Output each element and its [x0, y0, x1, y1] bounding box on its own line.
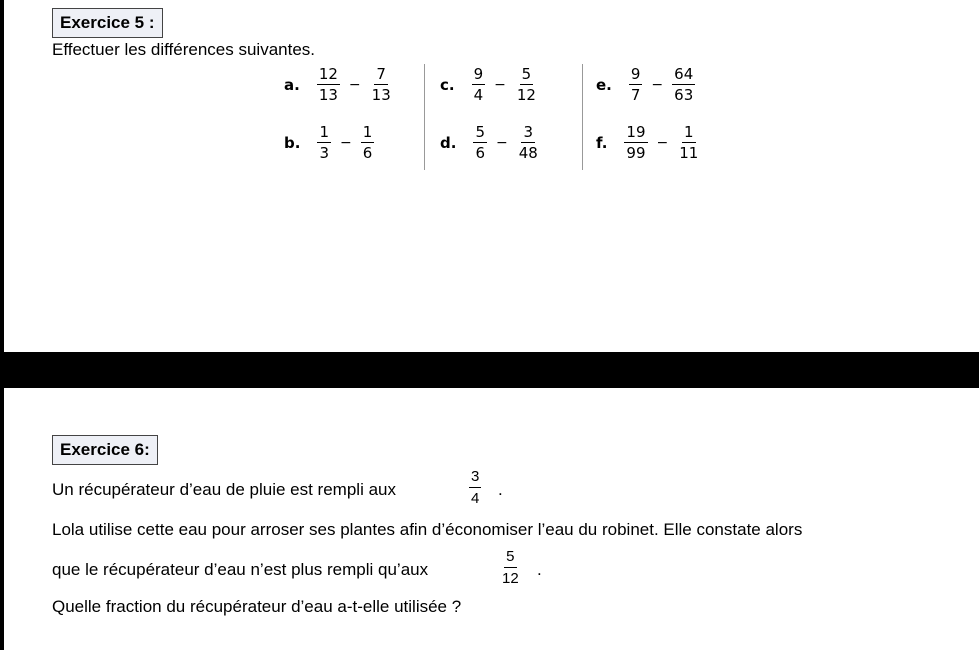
- numerator: 9: [630, 65, 641, 83]
- numerator: 12: [318, 65, 338, 83]
- denominator: 4: [473, 86, 484, 104]
- subtraction-item-f: [596, 124, 703, 161]
- numerator: 9: [473, 65, 484, 83]
- subtraction-item-d: [440, 124, 543, 161]
- denominator: 48: [518, 144, 538, 162]
- item-letter: c.: [440, 75, 455, 94]
- item-letter: f.: [596, 133, 608, 152]
- fraction: [515, 66, 538, 103]
- numerator: 7: [376, 65, 386, 83]
- numerator: 5: [521, 65, 532, 83]
- item-letter: a.: [284, 75, 300, 94]
- exercise-5-title: Exercice 5 :: [52, 8, 163, 38]
- numerator: 1: [684, 123, 694, 141]
- fraction: [370, 66, 393, 103]
- exercise-5-instruction: Effectuer les différences suivantes.: [52, 40, 316, 59]
- denominator: 12: [502, 570, 519, 587]
- minus-sign: −: [651, 76, 664, 93]
- fraction: [672, 66, 695, 103]
- period: .: [498, 480, 503, 499]
- column-divider: [424, 64, 425, 170]
- numerator: 3: [469, 468, 481, 488]
- denominator: 6: [362, 144, 373, 162]
- numerator: 3: [523, 123, 534, 141]
- denominator: 12: [516, 86, 536, 104]
- fraction: [517, 124, 540, 161]
- denominator: 13: [318, 86, 338, 104]
- numerator: 64: [674, 65, 694, 83]
- fraction: [473, 124, 487, 161]
- minus-sign: −: [348, 76, 361, 93]
- denominator: 13: [371, 86, 391, 104]
- minus-sign: −: [494, 76, 506, 93]
- fraction: [624, 124, 647, 161]
- numerator: 5: [504, 548, 516, 568]
- fraction: [629, 66, 643, 103]
- denominator: 4: [471, 490, 480, 507]
- denominator: 7: [630, 86, 641, 104]
- subtraction-item-a: [284, 66, 396, 103]
- fraction: [361, 124, 375, 161]
- numerator: 5: [475, 123, 485, 141]
- exercise-6-line-2: Lola utilise cette eau pour arroser ses plantes afin d’économiser l’eau du robinet. Elle constate alors: [52, 520, 803, 539]
- period: .: [537, 560, 542, 579]
- fraction: [472, 66, 486, 103]
- exercise-6-title: Exercice 6:: [52, 435, 158, 465]
- exercise-6-line-3: que le récupérateur d’eau n’est plus rempli qu’aux: [52, 560, 429, 579]
- fraction-three-quarters: [469, 468, 481, 507]
- subtraction-item-c: [440, 66, 541, 103]
- denominator: 6: [475, 144, 485, 162]
- minus-sign: −: [656, 134, 669, 151]
- numerator: 19: [626, 123, 646, 141]
- item-letter: e.: [596, 75, 612, 94]
- denominator: 99: [626, 144, 646, 162]
- page-exercice-6: [4, 388, 979, 650]
- numerator: 1: [362, 123, 373, 141]
- item-letter: d.: [440, 133, 457, 152]
- subtraction-item-b: [284, 124, 377, 161]
- minus-sign: −: [339, 134, 352, 151]
- page-exercice-5: [4, 0, 979, 352]
- column-divider: [582, 64, 583, 170]
- fraction: [317, 124, 331, 161]
- denominator: 11: [679, 144, 699, 162]
- subtraction-item-e: [596, 66, 698, 103]
- exercise-6-question: Quelle fraction du récupérateur d’eau a-t-elle utilisée ?: [52, 597, 462, 616]
- minus-sign: −: [495, 134, 508, 151]
- exercise-6-line-1: Un récupérateur d’eau de pluie est rempli aux: [52, 480, 396, 499]
- fraction: [317, 66, 340, 103]
- fraction-five-twelfths: [500, 548, 521, 587]
- denominator: 63: [674, 86, 694, 104]
- numerator: 1: [319, 123, 329, 141]
- item-letter: b.: [284, 133, 301, 152]
- denominator: 3: [319, 144, 329, 162]
- fraction: [677, 124, 700, 161]
